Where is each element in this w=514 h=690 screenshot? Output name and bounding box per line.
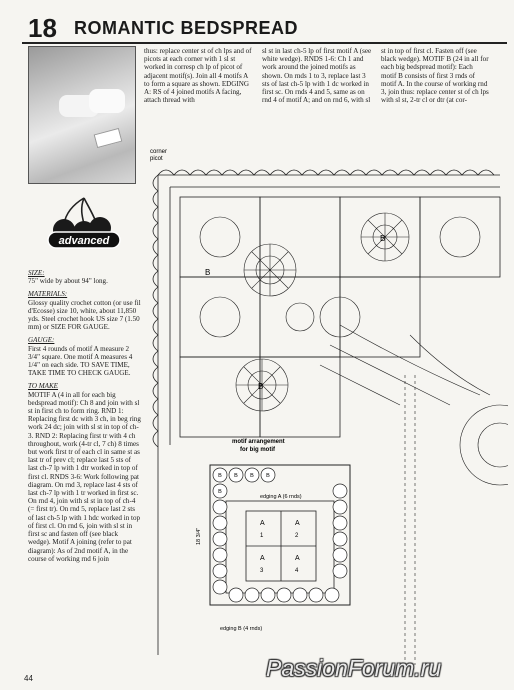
pillow-shape <box>89 89 125 113</box>
pattern-number: 18 <box>28 13 57 43</box>
crochet-pattern-diagram <box>140 145 508 665</box>
svg-text:4: 4 <box>295 568 299 574</box>
edging-b-label: edging B (4 rnds) <box>220 626 263 632</box>
to-make-heading: TO MAKE <box>28 382 59 391</box>
materials-heading: MATERIALS: <box>28 290 68 299</box>
height-label: 18 3/4" <box>196 527 202 545</box>
svg-text:1: 1 <box>260 533 264 539</box>
skill-level-badge <box>44 192 124 262</box>
size-text: 75" wide by about 94" long. <box>28 277 108 286</box>
motif-arrangement-inset <box>180 439 360 640</box>
motif-b-label: B <box>205 268 211 277</box>
arrangement-title: motif arrangement <box>232 439 285 445</box>
svg-text:B: B <box>234 473 238 479</box>
left-column-text <box>28 264 142 563</box>
svg-text:B: B <box>218 489 222 495</box>
svg-text:B: B <box>266 473 270 479</box>
watermark: PassionForum.ru <box>266 655 442 681</box>
svg-text:A: A <box>260 520 265 527</box>
gauge-text: First 4 rounds of motif A measure 2 3/4" square. One motif A measures 4 1/4" on each side. TO SAVE TIME, TAKE TIME TO CHECK GAUGE. <box>28 344 133 378</box>
edging-a-label: edging A (6 rnds) <box>260 494 302 500</box>
picot-label: picot <box>150 156 163 162</box>
svg-text:B: B <box>218 473 222 479</box>
page-title: ROMANTIC BEDSPREAD <box>74 18 299 38</box>
svg-text:2: 2 <box>295 533 299 539</box>
motif-b-label: B <box>380 234 386 243</box>
svg-text:B: B <box>250 473 254 479</box>
title-bar <box>22 14 507 44</box>
badge-label: advanced <box>58 235 110 247</box>
corner-label: corner <box>150 149 168 155</box>
size-heading: SIZE: <box>28 269 45 277</box>
text-column-2 <box>262 47 374 104</box>
page-number: 44 <box>24 674 33 683</box>
text-column-1 <box>144 47 254 104</box>
column-2-text: sl st in last ch-5 lp of first motif A (see white wedge). RNDS 1-6: Ch 1 and work around the joined motifs as shown. On rnds 1 to 3, replace last 3 sts of last ch-5 lp with 1 dc worked in first sc. On rnds 4 and 5, same as on rnd 4 of motif A; and on rnd 6, with sl <box>262 47 372 105</box>
svg-text:A: A <box>295 520 300 527</box>
svg-text:for big motif: for big motif <box>240 447 275 453</box>
bedspread-photo <box>28 46 136 184</box>
to-make-text: MOTIF A (4 in all for each big bedspread motif): Ch 8 and join with sl st in first ch to form ring. RND 1: Replacing first dc with 3 ch, in beg ring work 24 dc; join with sl st in top of ch-3. RND 2: Replacing first tr with 4 ch throughout, work (4-tr cl, 7 ch) 8 times but work first tr of each cl in same st as last tr of prev cl; replace last 5 sts of last ch-7 lp with 1 dtr worked in top of first cl. RNDS 3-6: Work following pat diagram. On rnd 3, replace last 4 sts of last ch-7 lp with 1 tr worked in first sc. On rnd 4, join with sl st in top of ch-4 (= first tr). On rnd 5, replace last 2 sts of last ch-5 lp with 1 hdc worked in top of first cl. On rnd 6, join with sl st in first sc and fasten off (see black wedge). Motif A joining (refer to pat diagram): As of 2nd motif A, in the course of working rnd 6 join <box>28 390 141 563</box>
svg-text:3: 3 <box>260 568 264 574</box>
svg-text:A: A <box>295 555 300 562</box>
gauge-heading: GAUGE: <box>28 336 55 345</box>
book-shape <box>94 128 123 148</box>
column-3-text: st in top of first cl. Fasten off (see black wedge). MOTIF B (24 in all for each big bedspread motif): Each motif B consists of first 3 rnds of motif A. In the course of working rnd 3, join thus: replace center st of ch lps with sl st, 2-tr cl or dtr (at cor- <box>381 47 489 105</box>
materials-text: Glossy quality crochet cotton (or use fil d'Ecosse) size 10, white, about 11,850 yds. Steel crochet hook US size 7 (1.50 mm) or SIZE FOR GAUGE. <box>28 298 141 332</box>
svg-text:A: A <box>260 555 265 562</box>
motif-b-label: B <box>258 382 264 391</box>
column-1-text: thus: replace center st of ch lps and of picots at each corner with 1 sl st worked in corresp ch lp of picot of adjacent motif(s). Join all 4 motifs A to form a square as shown. EDGING A: RS of 4 joined motifs A facing, attach thread with <box>144 47 252 105</box>
text-column-3 <box>381 47 489 104</box>
